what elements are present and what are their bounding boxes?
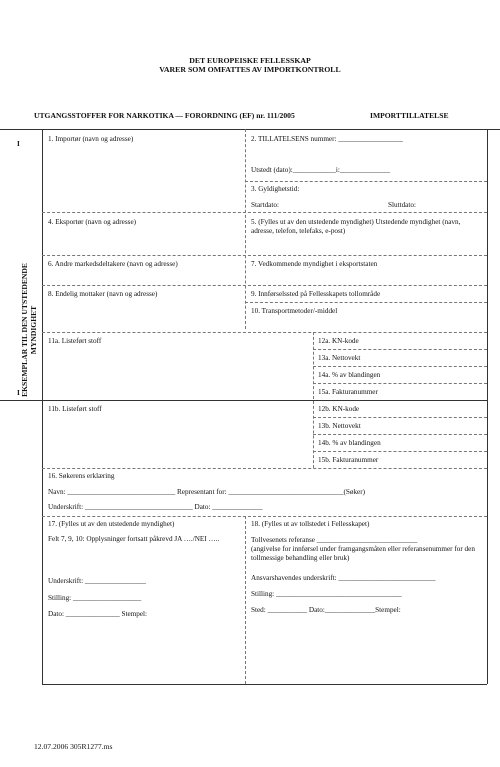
row-line-15b <box>313 451 487 452</box>
field-13a-net-weight[interactable]: 13a. Nettovekt <box>318 354 361 362</box>
row-line-13b <box>313 417 487 418</box>
field-17-position[interactable]: Stilling: ___________________ <box>48 594 142 602</box>
row-line-13a <box>313 349 487 350</box>
row-line-14b <box>313 434 487 435</box>
field-6-other-operators[interactable]: 6. Andre markedsdeltakere (navn og adresse) <box>48 260 178 268</box>
field-17-issuing-authority: 17. (Fylles ut av den utstedende myndighet) <box>48 520 175 528</box>
row-line-15a <box>313 383 487 384</box>
field-13b-net-weight[interactable]: 13b. Nettovekt <box>318 422 361 430</box>
row-line-11a <box>42 332 487 333</box>
row-line-8 <box>42 285 487 286</box>
field-5-issuing-authority[interactable]: 5. (Fylles ut av den utstedende myndighet) Utstedende myndighet (navn, adresse, telefon, telefaks, e-post) <box>251 218 461 235</box>
field-4-exporter[interactable]: 4. Eksportør (navn og adresse) <box>48 218 137 226</box>
field-15b-invoice-number[interactable]: 15b. Fakturanummer <box>318 456 379 464</box>
field-2-license-number[interactable]: 2. TILLATELSENS nummer: __________________ <box>251 135 403 143</box>
row-line-16 <box>42 468 487 469</box>
field-12a-cn-code[interactable]: 12a. KN-kode <box>318 337 359 345</box>
field-17-date-stamp[interactable]: Dato: _______________ Stempel: <box>48 610 148 618</box>
customs-reference[interactable]: Tollvesenets referanse ____________________________ <box>251 536 418 544</box>
field-17-still-required[interactable]: Felt 7, 9, 10: Opplysninger fortsatt påkrevd JA …./NEI ….. <box>48 535 220 543</box>
copy-label: EKSEMPLAR TIL DEN UTSTEDENDE MYNDIGHET <box>20 263 38 397</box>
row-line-14a <box>313 366 487 367</box>
field-14a-percent-mixture[interactable]: 14a. % av blandingen <box>318 371 381 379</box>
field-11b-substance[interactable]: 11b. Listeført stoff <box>48 405 102 413</box>
header-line2: VARER SOM OMFATTES AV IMPORTKONTROLL <box>159 65 341 74</box>
header-line1: DET EUROPEISKE FELLESSKAP <box>189 56 311 65</box>
row-line-6 <box>42 255 487 256</box>
field-9-entry-point[interactable]: 9. Innførselssted på Fellesskapets tollområde <box>251 290 381 298</box>
applicant-name-line[interactable]: Navn: ______________________________ Representant for: ________________________________(Søker) <box>48 488 366 496</box>
roman-numeral-top: I <box>17 140 20 148</box>
customs-reference-note: (angivelse for innførsel under framgangsmåten eller referansenummer for den tollmessige behandling eller bruk) <box>251 545 475 562</box>
field-7-export-authority[interactable]: 7. Vedkommende myndighet i eksportstaten <box>251 260 378 268</box>
field-3-validity: 3. Gyldighetstid: <box>251 185 300 193</box>
row-line-11b <box>42 400 487 401</box>
roman-numeral-bottom: I <box>17 389 20 397</box>
field-11a-substance[interactable]: 11a. Listeført stoff <box>48 337 102 345</box>
start-date[interactable]: Startdato: <box>251 201 279 209</box>
form-top-border <box>0 129 500 130</box>
field-8-end-recipient[interactable]: 8. Endelig mottaker (navn og adresse) <box>48 290 158 298</box>
regulation-title: UTGANGSSTOFFER FOR NARKOTIKA — FORORDNING (EF) nr. 111/2005 <box>34 111 295 120</box>
responsible-signature[interactable]: Ansvarshavendes underskrift: ___________________________ <box>251 574 436 582</box>
document-type: IMPORTTILLATELSE <box>370 111 449 120</box>
column-divider-upper <box>245 129 246 329</box>
row-line-10 <box>245 302 487 303</box>
form-right-border <box>487 129 488 684</box>
footer-reference: 12.07.2006 305R1277.ms <box>34 742 113 751</box>
field-18-position[interactable]: Stilling: ___________________________________ <box>251 590 402 598</box>
end-date[interactable]: Sluttdato: <box>388 201 416 209</box>
row-line-3 <box>245 181 487 182</box>
field-1-importer[interactable]: 1. Importør (navn og adresse) <box>48 135 134 143</box>
field-14b-percent-mixture[interactable]: 14b. % av blandingen <box>318 439 381 447</box>
field-18-customs-office: 18. (Fylles ut av tollstedet i Fellesskapet) <box>251 520 370 528</box>
row-line-17 <box>42 516 487 517</box>
row-line-4 <box>42 212 487 213</box>
field-18-place-date-stamp[interactable]: Sted: ___________ Dato:______________Stempel: <box>251 606 401 614</box>
column-divider-lower <box>245 516 246 684</box>
field-16-applicant-declaration: 16. Søkerens erklæring <box>48 472 115 480</box>
form-bottom-border <box>42 684 487 685</box>
field-10-transport[interactable]: 10. Transportmetoder/-middel <box>251 307 338 315</box>
issued-date-place[interactable]: Utstedt (dato):____________i:______________ <box>251 166 391 174</box>
field-15a-invoice-number[interactable]: 15a. Fakturanummer <box>318 388 378 396</box>
applicant-signature-line[interactable]: Underskrift: ______________________________ Dato: ______________ <box>48 503 263 511</box>
field-12b-cn-code[interactable]: 12b. KN-kode <box>318 405 360 413</box>
field-17-signature[interactable]: Underskrift: _________________ <box>48 577 147 585</box>
